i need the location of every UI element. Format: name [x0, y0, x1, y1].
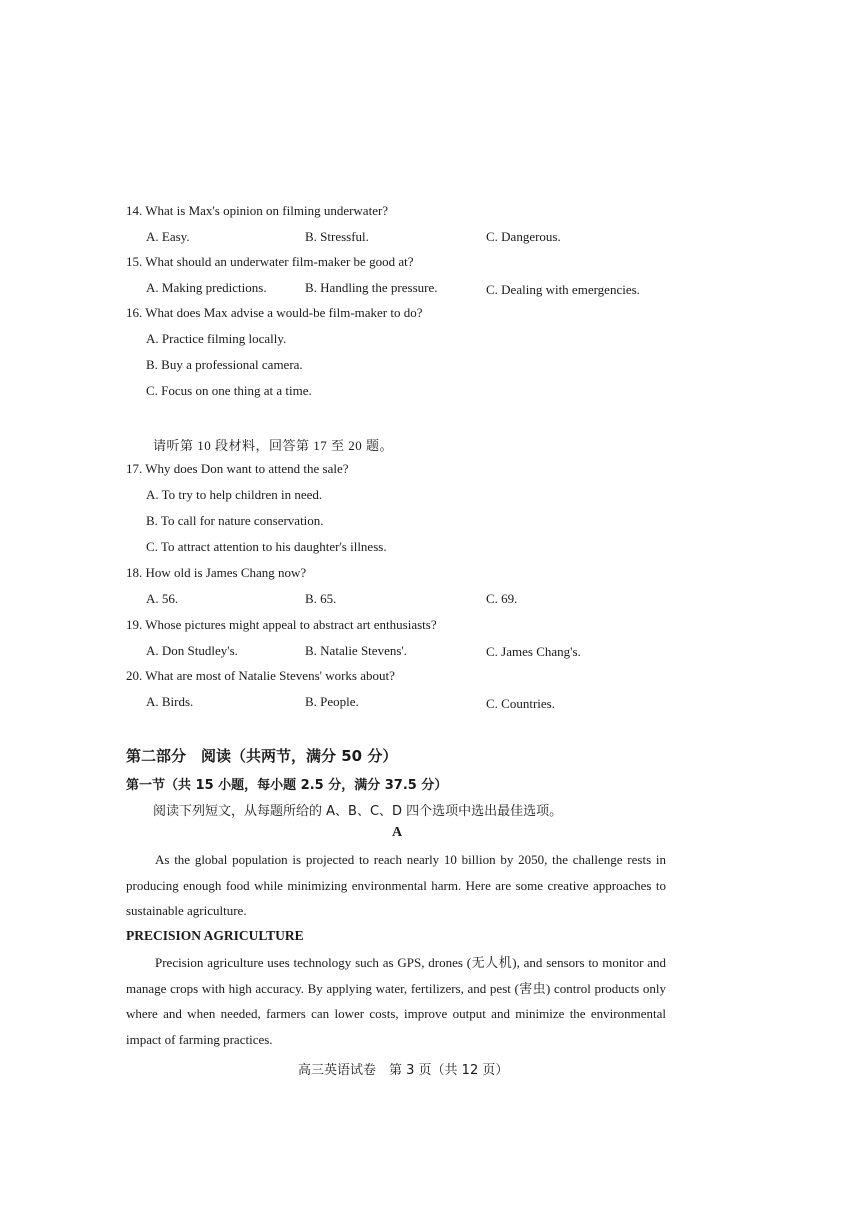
question-15: 15. What should an underwater film-maker be good at? [126, 254, 414, 269]
q17-option-b: B. To call for nature conservation. [146, 513, 324, 528]
listening-instruction: 请听第 10 段材料，回答第 17 至 20 题。 [153, 438, 394, 453]
q20-option-b: B. People. [305, 694, 359, 709]
question-18: 18. How old is James Chang now? [126, 565, 307, 580]
passage-label: A [392, 825, 403, 840]
q19-option-b: B. Natalie Stevens'. [305, 643, 407, 658]
question-20: 20. What are most of Natalie Stevens' works about? [126, 668, 395, 683]
q18-option-b: B. 65. [305, 591, 337, 606]
q17-option-c: C. To attract attention to his daughter's illness. [146, 539, 387, 554]
question-17: 17. Why does Don want to attend the sale? [126, 461, 349, 476]
question-16: 16. What does Max advise a would-be film-maker to do? [126, 305, 423, 320]
q18-option-a: A. 56. [146, 591, 179, 606]
part-two-title: 第二部分 阅读（共两节，满分 50 分） [126, 747, 398, 765]
q16-option-c: C. Focus on one thing at a time. [146, 383, 312, 398]
q14-option-b: B. Stressful. [305, 229, 369, 244]
question-19: 19. Whose pictures might appeal to abstract art enthusiasts? [126, 617, 437, 632]
q16-option-a: A. Practice filming locally. [146, 331, 287, 346]
q15-option-a: A. Making predictions. [146, 280, 267, 295]
section-one-title: 第一节（共 15 小题，每小题 2.5 分，满分 37.5 分） [126, 778, 448, 793]
q19-option-c: C. James Chang's. [486, 644, 581, 659]
page-footer: 高三英语试卷 第 3 页（共 12 页） [298, 1063, 509, 1078]
q19-option-a: A. Don Studley's. [146, 643, 238, 658]
q14-option-a: A. Easy. [146, 229, 190, 244]
q15-option-c: C. Dealing with emergencies. [486, 282, 640, 297]
passage-intro: As the global population is projected to reach nearly 10 billion by 2050, the challenge rests in producing enough food while minimizing environmental harm. Here are some creative approaches to sustainable agriculture. [126, 852, 666, 919]
question-14: 14. What is Max's opinion on filming underwater? [126, 203, 389, 218]
passage-body: Precision agriculture uses technology such as GPS, drones (无人机), and sensors to monitor and manage crops with high accuracy. By applying water, fertilizers, and pest (害虫) control products only where and when needed, farmers can lower costs, improve output and minimize the environmental impact of farming practices. [126, 955, 666, 1047]
reading-instruction: 阅读下列短文，从每题所给的 A、B、C、D 四个选项中选出最佳选项。 [153, 804, 563, 819]
q16-option-b: B. Buy a professional camera. [146, 357, 303, 372]
q18-option-c: C. 69. [486, 591, 518, 606]
q20-option-c: C. Countries. [486, 696, 555, 711]
q15-option-b: B. Handling the pressure. [305, 280, 438, 295]
q14-option-c: C. Dangerous. [486, 229, 561, 244]
section-heading: PRECISION AGRICULTURE [126, 928, 304, 943]
q17-option-a: A. To try to help children in need. [146, 487, 323, 502]
q20-option-a: A. Birds. [146, 694, 194, 709]
